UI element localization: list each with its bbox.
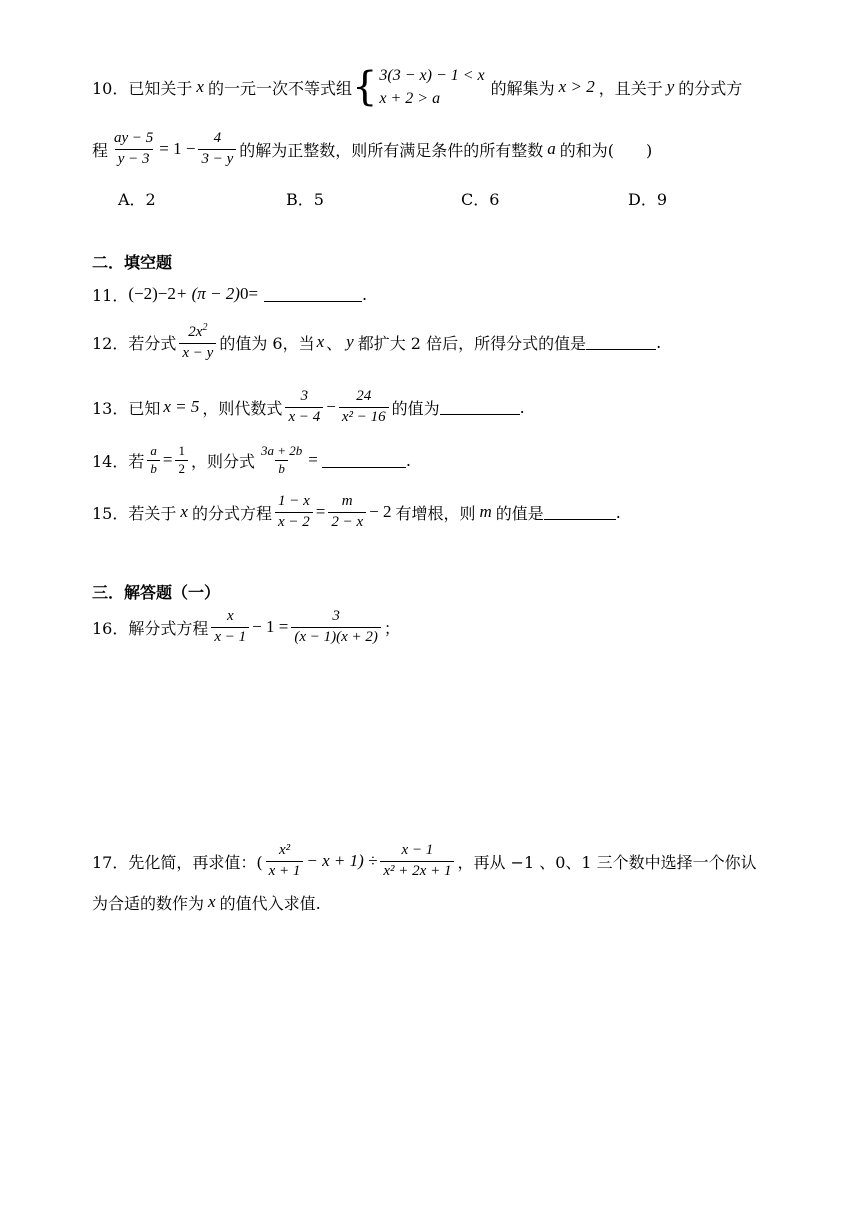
inequality-system bbox=[352, 64, 485, 110]
question-text: 的分式方 bbox=[678, 78, 743, 98]
answer-space[interactable] bbox=[92, 660, 762, 830]
question-11 bbox=[92, 281, 367, 307]
math-operator: − bbox=[326, 397, 336, 416]
question-text: ，则代数式 bbox=[202, 398, 283, 418]
question-number: 17． bbox=[92, 852, 129, 872]
question-text: 程 bbox=[92, 140, 109, 160]
question-text: 的解集为 bbox=[490, 78, 555, 98]
inequality-row: x + 2 > a bbox=[379, 90, 441, 107]
question-text: 的解为正整数，则所有满足条件的所有整数 bbox=[239, 140, 544, 160]
question-number: 12． bbox=[92, 333, 129, 353]
math-operator: − 1 = bbox=[252, 617, 289, 636]
question-number: 11． bbox=[92, 285, 129, 305]
fraction bbox=[211, 608, 249, 646]
fraction bbox=[147, 444, 160, 477]
fraction-numerator: 3 bbox=[300, 388, 309, 405]
fraction-numerator: 1 bbox=[178, 442, 185, 458]
math-expression: (−2) bbox=[128, 284, 158, 303]
question-text: 有增根，则 bbox=[395, 503, 476, 523]
answer-blank[interactable] bbox=[586, 335, 656, 350]
question-text: 的一元一次不等式组 bbox=[207, 78, 352, 98]
fraction bbox=[198, 130, 236, 168]
question-17-line-2 bbox=[92, 890, 321, 914]
math-variable: a bbox=[547, 139, 556, 158]
fraction bbox=[275, 493, 313, 531]
numerator-base: 2x bbox=[188, 324, 203, 341]
section-heading: 三．解答题（一） bbox=[92, 583, 221, 602]
question-text: 若 bbox=[128, 451, 145, 471]
fraction-denominator: b bbox=[275, 460, 288, 477]
brace-icon: { bbox=[351, 64, 378, 110]
fraction bbox=[111, 130, 156, 168]
choice-c[interactable]: C．6 bbox=[461, 190, 500, 209]
fraction-denominator: (x − 1)(x + 2) bbox=[291, 627, 381, 646]
math-variable: x bbox=[316, 332, 325, 351]
fraction-numerator: 4 bbox=[213, 130, 222, 147]
fraction-numerator: m bbox=[341, 493, 353, 510]
question-text: 的值是 bbox=[495, 503, 544, 523]
math-expression: + (π − 2) bbox=[175, 284, 240, 303]
question-text: 已知 bbox=[128, 398, 161, 418]
fraction bbox=[179, 322, 216, 362]
fraction-denominator: x − 4 bbox=[285, 407, 323, 426]
sentence-end: ； bbox=[383, 618, 400, 638]
question-text: 已知关于 bbox=[128, 78, 193, 98]
question-10-line-2 bbox=[92, 126, 652, 172]
question-text: 先化简，再求值：( bbox=[128, 852, 263, 872]
math-expression: − 2 bbox=[369, 502, 392, 521]
fraction bbox=[285, 388, 323, 426]
math-variable: x bbox=[208, 892, 216, 911]
question-number: 13． bbox=[92, 398, 129, 418]
question-text: 解分式方程 bbox=[128, 618, 209, 638]
fraction-numerator: 3 bbox=[332, 608, 340, 625]
fraction bbox=[339, 388, 389, 426]
question-text: ，则分式 bbox=[190, 451, 255, 471]
answer-blank[interactable] bbox=[322, 453, 406, 468]
fraction-numerator: x − 1 bbox=[401, 842, 434, 859]
question-10-line-1 bbox=[92, 62, 742, 112]
question-text: 的和为( ) bbox=[559, 140, 653, 160]
question-text: 都扩大 2 倍后，所得分式的值是 bbox=[357, 333, 587, 353]
fraction bbox=[175, 444, 188, 477]
fraction-numerator: 3a + 2b bbox=[261, 442, 303, 458]
fraction bbox=[258, 444, 305, 477]
fraction-denominator: x − 1 bbox=[211, 627, 249, 646]
numerator-exponent: 2 bbox=[202, 322, 208, 334]
fraction-numerator: x² bbox=[278, 842, 291, 859]
math-expression: − x + 1) ÷ bbox=[306, 851, 378, 870]
question-text: 的分式方程 bbox=[191, 503, 272, 523]
choice-a[interactable]: A．2 bbox=[118, 190, 156, 209]
question-15 bbox=[92, 490, 621, 534]
fraction-denominator: x − y bbox=[179, 343, 216, 362]
math-operator: = bbox=[162, 450, 173, 469]
math-exponent: 0 bbox=[239, 284, 249, 303]
question-text: 的值为 6，当 bbox=[219, 333, 315, 353]
choice-d[interactable]: D．9 bbox=[628, 190, 668, 209]
fraction-denominator: y − 3 bbox=[115, 149, 153, 168]
fraction-numerator: x bbox=[226, 608, 234, 625]
math-operator: = bbox=[308, 450, 318, 469]
math-variable: y bbox=[346, 332, 354, 351]
sentence-end: . bbox=[656, 332, 662, 352]
separator: 、 bbox=[326, 333, 343, 353]
question-text: 的值为 bbox=[391, 398, 440, 418]
answer-blank[interactable] bbox=[544, 505, 616, 520]
sentence-end: . bbox=[405, 450, 411, 470]
sentence-end: . bbox=[615, 502, 621, 522]
fraction-numerator: a bbox=[150, 442, 157, 458]
fraction-denominator: 2 bbox=[175, 460, 188, 477]
question-14 bbox=[92, 440, 411, 480]
fraction bbox=[328, 493, 366, 531]
fraction-numerator: 1 − x bbox=[277, 493, 310, 510]
question-17-line-1 bbox=[92, 836, 757, 886]
fraction-denominator: x² + 2x + 1 bbox=[380, 861, 454, 880]
question-text: ，再从 −1 、0、1 三个数中选择一个你认 bbox=[457, 852, 757, 872]
math-variable: y bbox=[666, 77, 675, 96]
question-text: 若关于 bbox=[128, 503, 177, 523]
fraction-denominator: x² − 16 bbox=[339, 407, 389, 426]
math-exponent: −2 bbox=[157, 284, 176, 303]
section-heading: 二．填空题 bbox=[92, 253, 173, 272]
math-operator: = bbox=[315, 502, 326, 521]
question-number: 16． bbox=[92, 618, 129, 638]
math-condition: x > 2 bbox=[558, 77, 595, 96]
question-text: 的值代入求值. bbox=[219, 893, 321, 913]
question-16 bbox=[92, 604, 400, 650]
fraction-denominator: x + 1 bbox=[266, 861, 304, 880]
question-12 bbox=[92, 318, 661, 366]
fraction bbox=[291, 608, 381, 646]
question-text: 若分式 bbox=[128, 333, 177, 353]
answer-blank[interactable] bbox=[440, 400, 520, 415]
fraction-denominator: b bbox=[147, 460, 160, 477]
math-condition: x = 5 bbox=[163, 397, 200, 416]
question-text: ，且关于 bbox=[598, 78, 663, 98]
inequality-row: 3(3 − x) − 1 < x bbox=[379, 66, 485, 84]
fraction-denominator: 3 − y bbox=[198, 149, 236, 168]
fraction bbox=[266, 842, 304, 880]
question-number: 10． bbox=[92, 78, 129, 98]
answer-space[interactable] bbox=[92, 930, 762, 1180]
fraction-numerator bbox=[185, 322, 210, 342]
fraction-numerator: 24 bbox=[356, 388, 372, 405]
fraction-numerator: ay − 5 bbox=[114, 130, 154, 147]
answer-blank[interactable] bbox=[264, 287, 362, 302]
math-variable: x bbox=[180, 502, 188, 521]
question-text: 为合适的数作为 bbox=[92, 893, 205, 913]
question-13 bbox=[92, 385, 525, 429]
math-operator: = bbox=[248, 284, 259, 303]
choice-b[interactable]: B．5 bbox=[286, 190, 324, 209]
math-variable: x bbox=[196, 77, 204, 96]
sentence-end: . bbox=[362, 284, 368, 304]
fraction-denominator: 2 − x bbox=[328, 512, 366, 531]
math-operator: = 1 − bbox=[159, 139, 196, 158]
fraction bbox=[380, 842, 454, 880]
question-number: 15． bbox=[92, 503, 129, 523]
sentence-end: . bbox=[519, 397, 525, 417]
question-number: 14． bbox=[92, 451, 129, 471]
fraction-denominator: x − 2 bbox=[275, 512, 313, 531]
math-variable: m bbox=[479, 502, 492, 521]
